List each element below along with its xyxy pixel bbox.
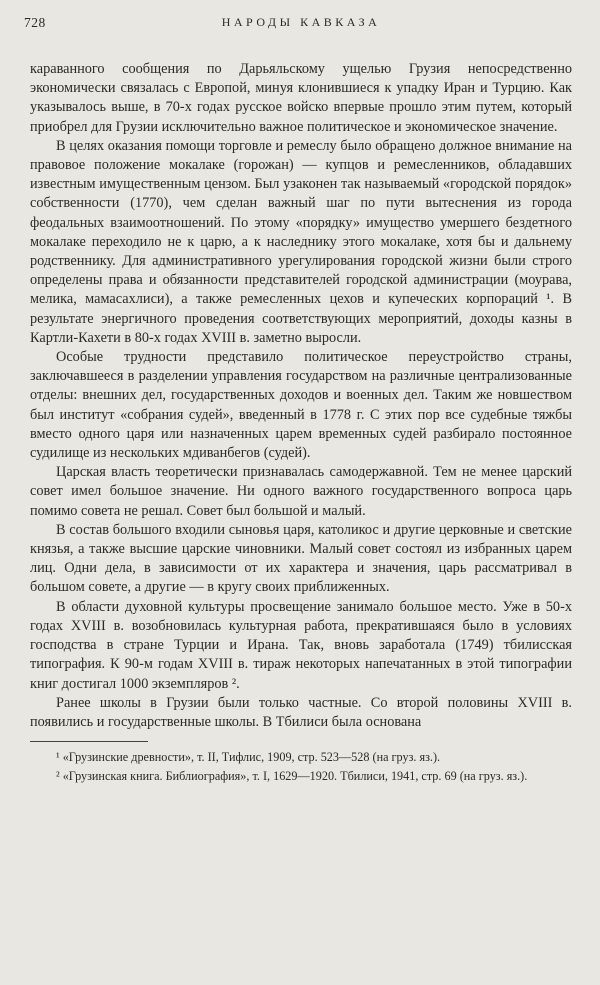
footnotes-block [30,741,572,786]
running-title: НАРОДЫ КАВКАЗА [221,15,381,29]
page-header [24,15,572,33]
paragraph-3: Особые трудности представило политическое переустройство страны, заключавшееся в разделении управления государством на различные централизованные отделы: внешних дел, государственных доходов и военных дел. Таким же новшеством был институт «собрания судей», введенный в 1778 г. С этих пор все судебные тяжбы вместо одного царя или назначенных царем временных судей разбирало постоянное судилище из нескольких мдиванбегов (судей). [30,349,572,462]
paragraph-5: В состав большого входили сыновья царя, католикос и другие церковные и светские князья, а также высшие царские чиновники. Малый совет состоял из избранных царем лиц. Одни дела, в зависимости от их характера и значения, царь рассматривал в большом совете, а другие — в кругу своих приближенных. [30,521,572,596]
paragraph-6: В области духовной культуры просвещение занимало большое место. Уже в 50-х годах XVIII в. возобновилась культурная работа, прекратившаяся было в условиях господства в стране Турции и Ирана. Так, вновь заработала (1749) тбилисская типография. К 90-м годам XVIII в. тираж некоторых напечатанных в этой типографии книг достигал 1000 экземпляров ². [30,598,572,692]
paragraph-1: караванного сообщения по Дарьяльскому ущелью Грузия непосредственно экономически связалась с Европой, минуя клонившиеся к упадку Иран и Турцию. Как указывалось выше, в 70-х годах русское войско впервые прошло этим путем, который приобрел для Грузии исключительно важное политическое и экономическое значение. [30,61,572,135]
paragraph-4: Царская власть теоретически признавалась самодержавной. Тем не менее царский совет имел большое значение. Ни одного важного государственного вопроса царь помимо совета не решал. Совет был большой и малый. [30,464,572,519]
page-body [30,60,572,732]
footnote-2: ² «Грузинская книга. Библиография», т. I, 1629—1920. Тбилиси, 1941, стр. 69 (на груз. яз.). [56,769,528,784]
paragraph-7: Ранее школы в Грузии были только частные. Со второй половины XVIII в. появились и государственные школы. В Тбилиси была основана [30,694,572,730]
footnote-rule [30,741,148,742]
page-number: 728 [24,15,46,30]
footnote-1: ¹ «Грузинские древности», т. II, Тифлис, 1909, стр. 523—528 (на груз. яз.). [56,750,441,765]
paragraph-2: В целях оказания помощи торговле и ремеслу было обращено должное внимание на правовое положение мокалаке (горожан) — купцов и ремесленников, обладавших известным имущественным цензом. Был узаконен так называемый «городской порядок» собственности (1770), чем сделан важный шаг по пути вытеснения из города феодальных взаимоотношений. По этому «порядку» имущество умершего бездетного мокалаке переходило не к царю, а к наследнику этого мокалаке, хотя бы и дальнему родственнику. Для административного урегулирования городской жизни были строго определены права и обязанности представителей городской администрации (моурава, мелика, мамасахлиси), а также ремесленных цехов и купеческих корпораций ¹. В результате энергичного проведения соответствующих мероприятий, доходы казны в Картли-Кахети в 80-х годах XVIII в. заметно выросли. [30,137,572,346]
